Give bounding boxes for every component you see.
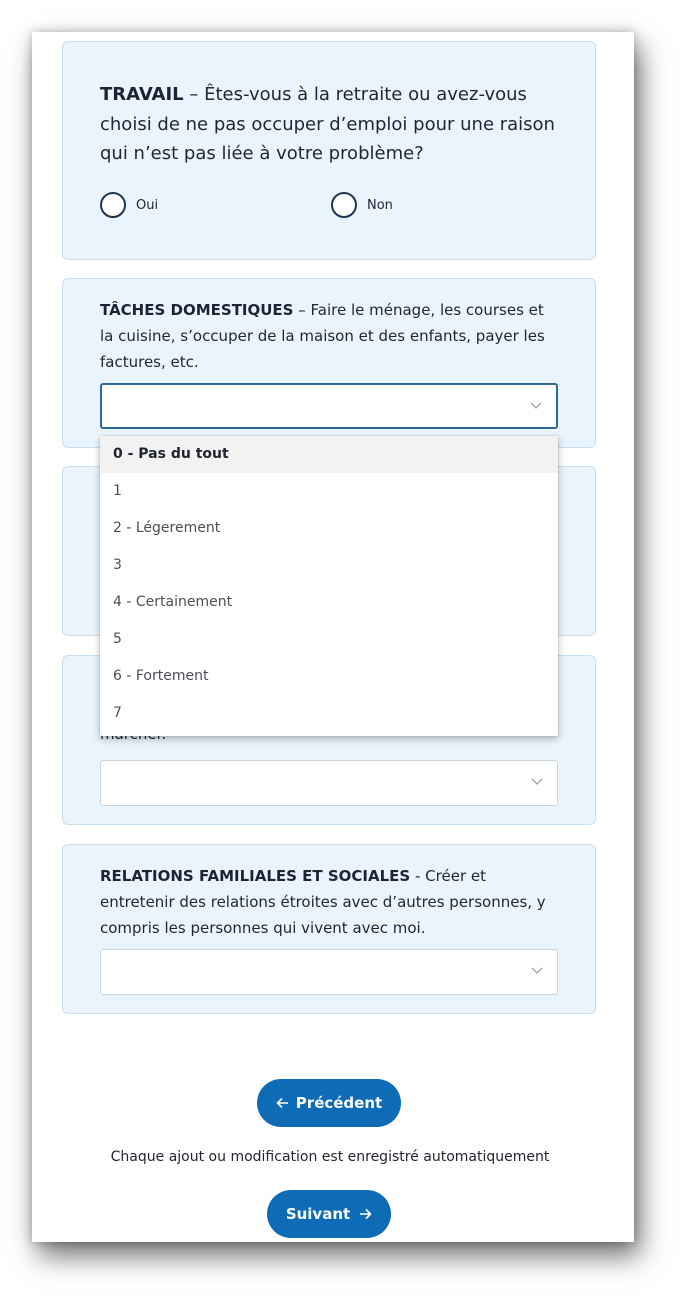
- radio-button-oui[interactable]: [100, 192, 126, 218]
- radio-option-non[interactable]: [331, 192, 393, 218]
- chevron-down-icon: [531, 964, 543, 976]
- question-title-travail: TRAVAIL: [100, 84, 184, 105]
- question-title-relations: RELATIONS FAMILIALES ET SOCIALES: [100, 867, 411, 885]
- chevron-down-icon: [530, 399, 542, 411]
- dropdown-option[interactable]: 3: [113, 557, 122, 573]
- dropdown-option[interactable]: 7: [113, 705, 122, 721]
- radio-label-oui: Oui: [136, 197, 159, 213]
- dropdown-option[interactable]: 1: [113, 483, 122, 499]
- radio-option-oui[interactable]: [100, 192, 158, 218]
- arrow-left-icon: [276, 1096, 290, 1110]
- dropdown-option[interactable]: 6 - Fortement: [113, 668, 209, 684]
- chevron-down-icon: [531, 775, 543, 787]
- dropdown-list-taches: [100, 436, 558, 736]
- arrow-right-icon: [358, 1207, 372, 1221]
- select-relations[interactable]: [100, 949, 558, 995]
- radio-label-non: Non: [367, 197, 393, 213]
- dropdown-option[interactable]: 4 - Certainement: [113, 594, 233, 610]
- radio-button-non[interactable]: [331, 192, 357, 218]
- dropdown-option[interactable]: 2 - Légerement: [113, 520, 221, 536]
- questionnaire-page: [32, 32, 634, 1242]
- next-button[interactable]: [267, 1190, 391, 1238]
- question-card-relations: [62, 844, 596, 1014]
- previous-button-label: Précédent: [295, 1094, 383, 1112]
- previous-button[interactable]: [257, 1079, 401, 1127]
- question-title-taches: TÂCHES DOMESTIQUES: [100, 301, 294, 319]
- question-body-relations: - Créer et entretenir des relations étroites avec d’autres personnes, y compris les personnes qui vivent avec moi.: [100, 867, 546, 937]
- question-text-taches: [100, 297, 559, 375]
- dropdown-option[interactable]: 0 - Pas du tout: [100, 436, 558, 473]
- next-button-label: Suivant: [285, 1205, 351, 1223]
- question-body-travail: – Êtes-vous à la retraite ou avez-vous choisi de ne pas occuper d’emploi pour une raison qui n’est pas liée à votre problème?: [100, 84, 555, 164]
- select-question-4[interactable]: [100, 760, 558, 806]
- question-text-relations: [100, 863, 559, 941]
- select-taches-domestiques[interactable]: [100, 383, 558, 429]
- question-card-taches-domestiques: [62, 278, 596, 448]
- question-body-taches: – Faire le ménage, les courses et la cuisine, s’occuper de la maison et des enfants, payer les factures, etc.: [100, 301, 545, 371]
- question-card-travail: [62, 41, 596, 260]
- dropdown-option[interactable]: 5: [113, 631, 122, 647]
- question-text-travail: [100, 80, 559, 169]
- autosave-note: Chaque ajout ou modification est enregistré automatiquement: [110, 1149, 550, 1165]
